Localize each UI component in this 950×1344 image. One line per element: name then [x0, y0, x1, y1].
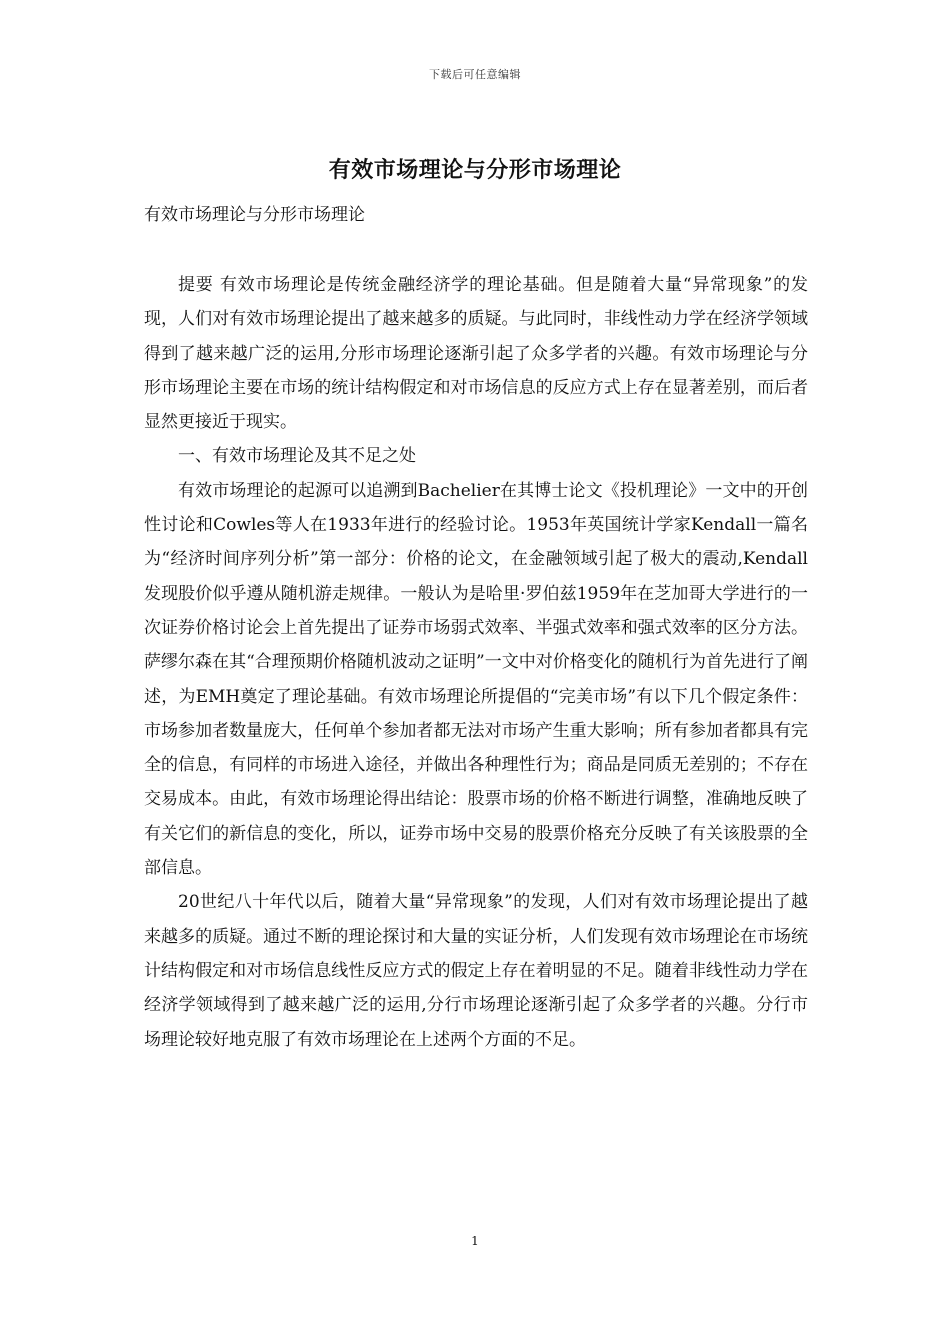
section-heading: 一、有效市场理论及其不足之处 [178, 446, 416, 467]
page-number: 1 [471, 1234, 479, 1248]
document-title: 有效市场理论与分形市场理论 [328, 157, 622, 183]
body-paragraph: 有效市场理论的起源可以追溯到Bachelier在其博士论文《投机理论》一文中的开创性讨论和Cowles等人在1933年进行的经验讨论。1953年英国统计学家Kendall一篇名为“经济时间序列分析”第一部分：价格的论文，在金融领域引起了极大的震动,Kendall发现股价似乎遵从随机游走规律。一般认为是哈里·罗伯兹1959年在芝加哥大学进行的一次证券价格讨论会上首先提出了证券市场弱式效率、半强式效率和强式效率的区分方法。萨缪尔森在其“合理预期价格随机波动之证明”一文中对价格变化的随机行为首先进行了阐述，为EMH奠定了理论基础。有效市场理论所提倡的“完美市场”有以下几个假定条件：市场参加者数量庞大，任何单个参加者都无法对市场产生重大影响；所有参加者都具有完全的信息，有同样的市场进入途径，并做出各种理性行为；商品是同质无差别的；不存在交易成本。由此，有效市场理论得出结论：股票市场的价格不断进行调整，准确地反映了有关它们的新信息的变化，所以，证券市场中交易的股票价格充分反映了有关该股票的全部信息。 [144, 480, 808, 879]
body-paragraph: 20世纪八十年代以后，随着大量“异常现象”的发现，人们对有效市场理论提出了越来越多的质疑。通过不断的理论探讨和大量的实证分析，人们发现有效市场理论在市场统计结构假定和对市场信息线性反应方式的假定上存在着明显的不足。随着非线性动力学在经济学领域得到了越来越广泛的运用,分行市场理论逐渐引起了众多学者的兴趣。分行市场理论较好地克服了有效市场理论在上述两个方面的不足。 [144, 892, 808, 1050]
abstract-paragraph: 提要 有效市场理论是传统金融经济学的理论基础。但是随着大量“异常现象”的发现，人们对有效市场理论提出了越来越多的质疑。与此同时，非线性动力学在经济学领域得到了越来越广泛的运用,分形市场理论逐渐引起了众多学者的兴趣。有效市场理论与分形市场理论主要在市场的统计结构假定和对市场信息的反应方式上存在显著差别，而后者显然更接近于现实。 [144, 275, 808, 433]
header-note: 下载后可任意编辑 [429, 68, 521, 81]
document-body [144, 268, 808, 1057]
document-subtitle: 有效市场理论与分形市场理论 [144, 205, 365, 225]
